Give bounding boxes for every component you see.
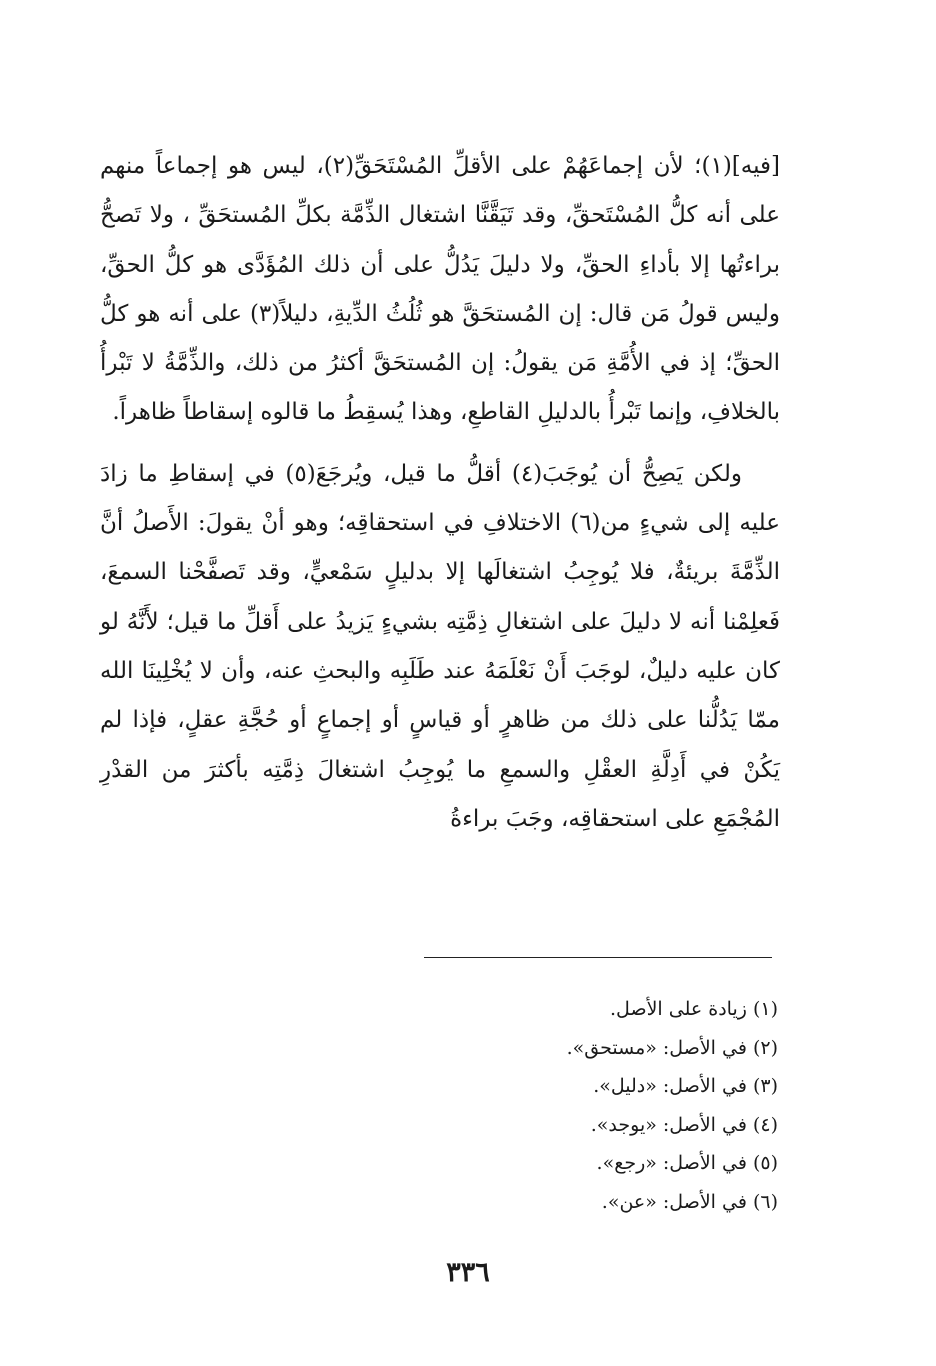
footnote-6: (٦) في الأصل: «عن». — [601, 1190, 778, 1213]
footnote-1: (١) زيادة على الأصل. — [610, 998, 778, 1020]
paragraph-1: [فيه](١)؛ لأن إجماعَهُمْ على الأقلِّ المُسْتَحَقِّ(٢)، ليس هو إجماعاً منهم على أنه كلُّ المُسْتَحقِّ، وقد تَيَقَّنَّا اشتغال الذِّمَّة بكلِّ المُستحَقِّ ، ولا تَصحُّ براءتُها إلا بأداءِ الحقِّ، ولا دليلَ يَدُلُّ على أن ذلك المُؤَدَّى هو كلُّ الحقِّ، وليس قولُ مَن قال: إن المُستحَقَّ هو ثُلُثُ الدِّيةِ، دليلاً(٣) على أنه هو كلُّ الحقِّ؛ إذ في الأُمَّةِ مَن يقولُ: إن المُستحَقَّ أكثرُ من ذلك، والذِّمَّةُ لا تَبْرأُ بالخلافِ، وإنما تَبْرأُ بالدليلِ القاطعِ، وهذا يُسقِطُ ما قالوه إسقاطاً ظاهراً. — [100, 153, 780, 426]
main-text — [100, 142, 780, 844]
page-number: ٣٣٦ — [446, 1257, 490, 1288]
footnotes-list — [300, 990, 778, 1221]
footnote-3: (٣) في الأصل: «دليل». — [593, 1075, 778, 1097]
footnote-4: (٤) في الأصل: «يوجد». — [590, 1113, 778, 1136]
footnote-2: (٢) في الأصل: «مستحق». — [566, 1036, 778, 1059]
footnote-5: (٥) في الأصل: «رجع». — [596, 1152, 778, 1174]
footnote-separator — [424, 957, 772, 958]
paragraph-2: ولكن يَصِحُّ أن يُوجَبَ(٤) أقلُّ ما قيل، ويُرجَعَ(٥) في إسقاطِ ما زادَ عليه إلى شيءٍ من(٦) الاختلافِ في استحقاقِه؛ وهو أنْ يقولَ: الأَصلُ أنَّ الذِّمَّةَ بريئةٌ، فلا يُوجِبُ اشتغالَها إلا بدليلٍ سَمْعيٍّ، وقد تَصفَّحْنا السمعَ، فَعلِمْنا أنه لا دليلَ على اشتغالِ ذِمَّتِه بشيءٍ يَزيدُ على أَقلِّ ما قيل؛ لأَنَّهُ لو كان عليه دليلٌ، لوجَبَ أَنْ نَعْلَمَهُ عند طَلَبِه والبحثِ عنه، وأن لا يُخْلِينَا الله ممّا يَدُلُّنا على ذلك من ظاهرٍ أو قياسٍ أو إجماعٍ أو حُجَّةِ عقلٍ، فإذا لم يَكُنْ في أَدِلَّةِ العقْلِ والسمعِ ما يُوجِبُ اشتغالَ ذِمَّتِه بأكثرَ من القدْرِ المُجْمَعِ على استحقاقِه، وجَبَ براءةُ — [100, 460, 780, 832]
